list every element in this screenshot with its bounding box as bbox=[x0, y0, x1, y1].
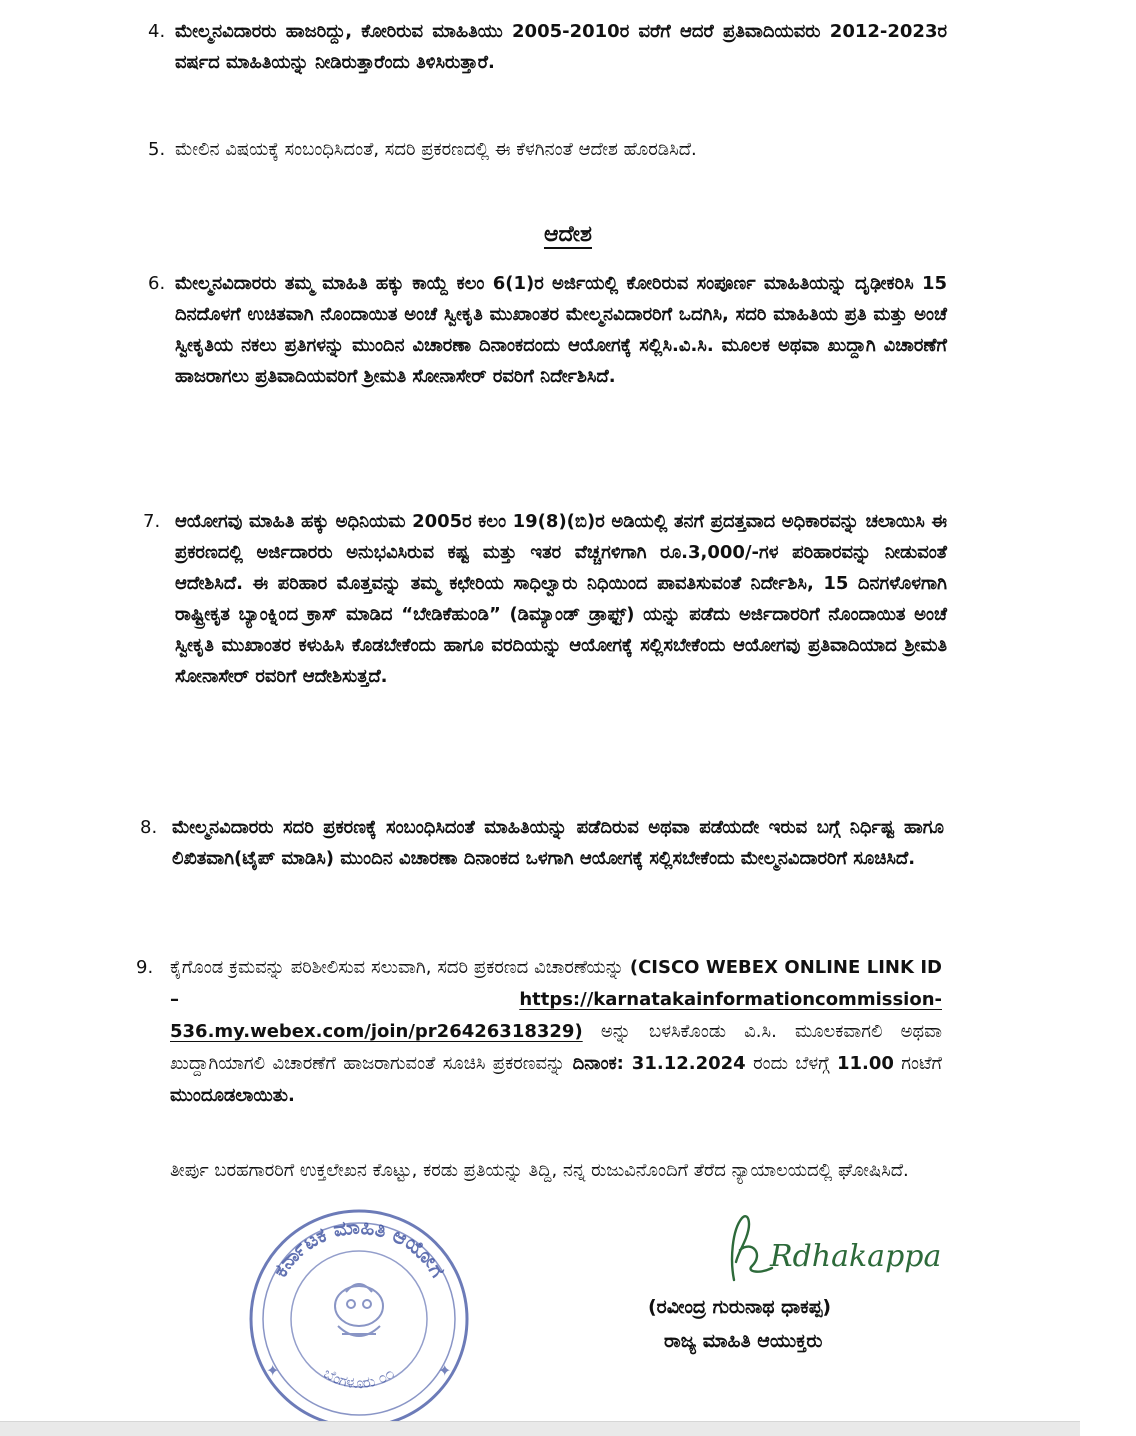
hearing-date: ದಿನಾಂಕ: 31.12.2024 bbox=[572, 1053, 746, 1074]
signatory-name: (ರವೀಂದ್ರ ಗುರುನಾಥ ಧಾಕಪ್ಪ) bbox=[648, 1296, 832, 1318]
signatory-title: ರಾಜ್ಯ ಮಾಹಿತಿ ಆಯುಕ್ತರು bbox=[664, 1330, 823, 1352]
paragraph-8-number: 8. bbox=[140, 817, 158, 838]
commission-seal-icon bbox=[246, 1206, 472, 1432]
signature-script: Rdhakappa bbox=[770, 1239, 942, 1274]
order-heading: ಆದೇಶ bbox=[543, 222, 592, 247]
paragraph-9-end: ಮುಂದೂಡಲಾಯಿತು. bbox=[170, 1085, 295, 1106]
paragraph-6-number: 6. bbox=[148, 273, 166, 294]
paragraph-7: ಆಯೋಗವು ಮಾಹಿತಿ ಹಕ್ಕು ಅಧಿನಿಯಮ 2005ರ ಕಲಂ 19(8)(ಬಿ)ರ ಅಡಿಯಲ್ಲಿ ತನಗೆ ಪ್ರದತ್ತವಾದ ಅಧಿಕಾರವನ್ನು ಚಲಾಯಿಸಿ ಈ ಪ್ರಕರಣದಲ್ಲಿ ಅರ್ಜಿದಾರರು ಅನುಭವಿಸಿರುವ ಕಷ್ಟ ಮತ್ತು ಇತರ ವೆಚ್ಚಗಳಿಗಾಗಿ ರೂ.3,000/-ಗಳ ಪರಿಹಾರವನ್ನು ನೀಡುವಂತೆ ಆದೇಶಿಸಿದೆ. ಈ ಪರಿಹಾರ ಮೊತ್ತವನ್ನು ತಮ್ಮ ಕಛೇರಿಯ ಸಾಧಿಲ್ವಾರು ನಿಧಿಯಿಂದ ಪಾವತಿಸುವಂತೆ ನಿರ್ದೇಶಿಸಿ, 15 ದಿನಗಳೊಳಗಾಗಿ ರಾಷ್ಟ್ರೀಕೃತ ಬ್ಯಾಂಕ್ನಿಂದ ಕ್ರಾಸ್ ಮಾಡಿದ “ಬೇಡಿಕೆಹುಂಡಿ” (ಡಿಮ್ಯಾಂಡ್ ಡ್ರಾಫ್ಟ್) ಯನ್ನು ಪಡೆದು ಅರ್ಜಿದಾರರಿಗೆ ನೊಂದಾಯಿತ ಅಂಚೆ ಸ್ವೀಕೃತಿ ಮುಖಾಂತರ ಕಳುಹಿಸಿ ಕೊಡಬೇಕೆಂದು ಹಾಗೂ ವರದಿಯನ್ನು ಆಯೋಗಕ್ಕೆ ಸಲ್ಲಿಸಬೇಕೆಂದು ಆಯೋಗವು ಪ್ರತಿವಾದಿಯಾದ ಶ್ರೀಮತಿ ಸೋನಾಸೇರ್ ರವರಿಗೆ ಆದೇಶಿಸುತ್ತದೆ. bbox=[175, 511, 947, 687]
state-emblem-icon bbox=[335, 1284, 383, 1336]
webex-link[interactable]: https://karnatakainformationcommission-536.my.webex.com/join/pr26426318329) bbox=[170, 989, 942, 1042]
webex-link-label: (CISCO WEBEX ONLINE LINK ID – bbox=[170, 957, 942, 1010]
page-bottom-edge bbox=[0, 1421, 1080, 1436]
seal-bottom-text: ಬೆಂಗಳೂರು ೦೧ bbox=[320, 1364, 398, 1393]
paragraph-4-number: 4. bbox=[148, 21, 166, 42]
svg-text:✦: ✦ bbox=[266, 1361, 280, 1380]
hearing-time: 11.00 bbox=[836, 1053, 894, 1074]
svg-text:✦: ✦ bbox=[438, 1361, 452, 1380]
paragraph-9-middle: ಅನ್ನು ಬಳಸಿಕೊಂಡು ವಿ.ಸಿ. ಮೂಲಕವಾಗಲಿ ಅಥವಾ ಖುದ್ದಾಗಿಯಾಗಲಿ ವಿಚಾರಣೆಗೆ ಹಾಜರಾಗುವಂತೆ ಸೂಚಿಸಿ ಪ್ರಕರಣವನ್ನು bbox=[170, 1021, 942, 1074]
paragraph-5-number: 5. bbox=[148, 139, 166, 160]
paragraph-8: ಮೇಲ್ಮನವಿದಾರರು ಸದರಿ ಪ್ರಕರಣಕ್ಕೆ ಸಂಬಂಧಿಸಿದಂತೆ ಮಾಹಿತಿಯನ್ನು ಪಡೆದಿರುವ ಅಥವಾ ಪಡೆಯದೇ ಇರುವ ಬಗ್ಗೆ ನಿರ್ಧಿಷ್ಟ ಹಾಗೂ ಲಿಖಿತವಾಗಿ(ಟೈಪ್ ಮಾಡಿಸಿ) ಮುಂದಿನ ವಿಚಾರಣಾ ದಿನಾಂಕದ ಒಳಗಾಗಿ ಆಯೋಗಕ್ಕೆ ಸಲ್ಲಿಸಬೇಕೆಂದು ಮೇಲ್ಮನವಿದಾರರಿಗೆ ಸೂಚಿಸಿದೆ. bbox=[172, 817, 944, 869]
paragraph-9 bbox=[170, 952, 942, 1112]
svg-text:ಕರ್ನಾಟಕ ಮಾಹಿತಿ ಆಯೋಗ bbox=[268, 1214, 450, 1281]
paragraph-9-number: 9. bbox=[136, 957, 154, 978]
seal-outer-text: ಕರ್ನಾಟಕ ಮಾಹಿತಿ ಆಯೋಗ bbox=[267, 1214, 451, 1282]
closing-statement: ತೀರ್ಪು ಬರಹಗಾರರಿಗೆ ಉಕ್ತಲೇಖನ ಕೊಟ್ಟು, ಕರಡು ಪ್ರತಿಯನ್ನು ತಿದ್ದಿ, ನನ್ನ ರುಜುವಿನೊಂದಿಗೆ ತೆರೆದ ನ್ಯಾಯಾಲಯದಲ್ಲಿ ಘೋಷಿಸಿದೆ. bbox=[170, 1160, 909, 1181]
paragraph-6: ಮೇಲ್ಮನವಿದಾರರು ತಮ್ಮ ಮಾಹಿತಿ ಹಕ್ಕು ಕಾಯ್ದೆ ಕಲಂ 6(1)ರ ಅರ್ಜಿಯಲ್ಲಿ ಕೋರಿರುವ ಸಂಪೂರ್ಣ ಮಾಹಿತಿಯನ್ನು ದೃಢೀಕರಿಸಿ 15 ದಿನದೊಳಗೆ ಉಚಿತವಾಗಿ ನೊಂದಾಯಿತ ಅಂಚೆ ಸ್ವೀಕೃತಿ ಮುಖಾಂತರ ಮೇಲ್ಮನವಿದಾರರಿಗೆ ಒದಗಿಸಿ, ಸದರಿ ಮಾಹಿತಿಯ ಪ್ರತಿ ಮತ್ತು ಅಂಚೆ ಸ್ವೀಕೃತಿಯ ನಕಲು ಪ್ರತಿಗಳನ್ನು ಮುಂದಿನ ವಿಚಾರಣಾ ದಿನಾಂಕದಂದು ಆಯೋಗಕ್ಕೆ ಸಲ್ಲಿಸಿ.ವಿ.ಸಿ. ಮೂಲಕ ಅಥವಾ ಖುದ್ದಾಗಿ ವಿಚಾರಣೆಗೆ ಹಾಜರಾಗಲು ಪ್ರತಿವಾದಿಯವರಿಗೆ ಶ್ರೀಮತಿ ಸೋನಾಸೇರ್ ರವರಿಗೆ ನಿರ್ದೇಶಿಸಿದೆ. bbox=[175, 273, 947, 387]
paragraph-9-time-text: ರಂದು ಬೆಳಗ್ಗೆ bbox=[745, 1053, 837, 1074]
paragraph-5: ಮೇಲಿನ ವಿಷಯಕ್ಕೆ ಸಂಬಂಧಿಸಿದಂತೆ, ಸದರಿ ಪ್ರಕರಣದಲ್ಲಿ ಈ ಕೆಳಗಿನಂತೆ ಆದೇಶ ಹೊರಡಿಸಿದೆ. bbox=[175, 139, 697, 160]
paragraph-9-tail: ಗಂಟೆಗೆ bbox=[893, 1053, 942, 1074]
handwritten-signature-icon bbox=[712, 1210, 942, 1290]
svg-text:ಬೆಂಗಳೂರು ೦೧ bbox=[321, 1364, 398, 1392]
paragraph-7-number: 7. bbox=[143, 511, 161, 532]
paragraph-4: ಮೇಲ್ಮನವಿದಾರರು ಹಾಜರಿದ್ದು, ಕೋರಿರುವ ಮಾಹಿತಿಯು 2005-2010ರ ವರೆಗೆ ಆದರೆ ಪ್ರತಿವಾದಿಯವರು 2012-2023ರ ವರ್ಷದ ಮಾಹಿತಿಯನ್ನು ನೀಡಿರುತ್ತಾರೆಂದು ತಿಳಿಸಿರುತ್ತಾರೆ. bbox=[175, 21, 947, 73]
paragraph-9-intro: ಕೈಗೊಂಡ ಕ್ರಮವನ್ನು ಪರಿಶೀಲಿಸುವ ಸಲುವಾಗಿ, ಸದರಿ ಪ್ರಕರಣದ ವಿಚಾರಣೆಯನ್ನು bbox=[170, 957, 624, 978]
